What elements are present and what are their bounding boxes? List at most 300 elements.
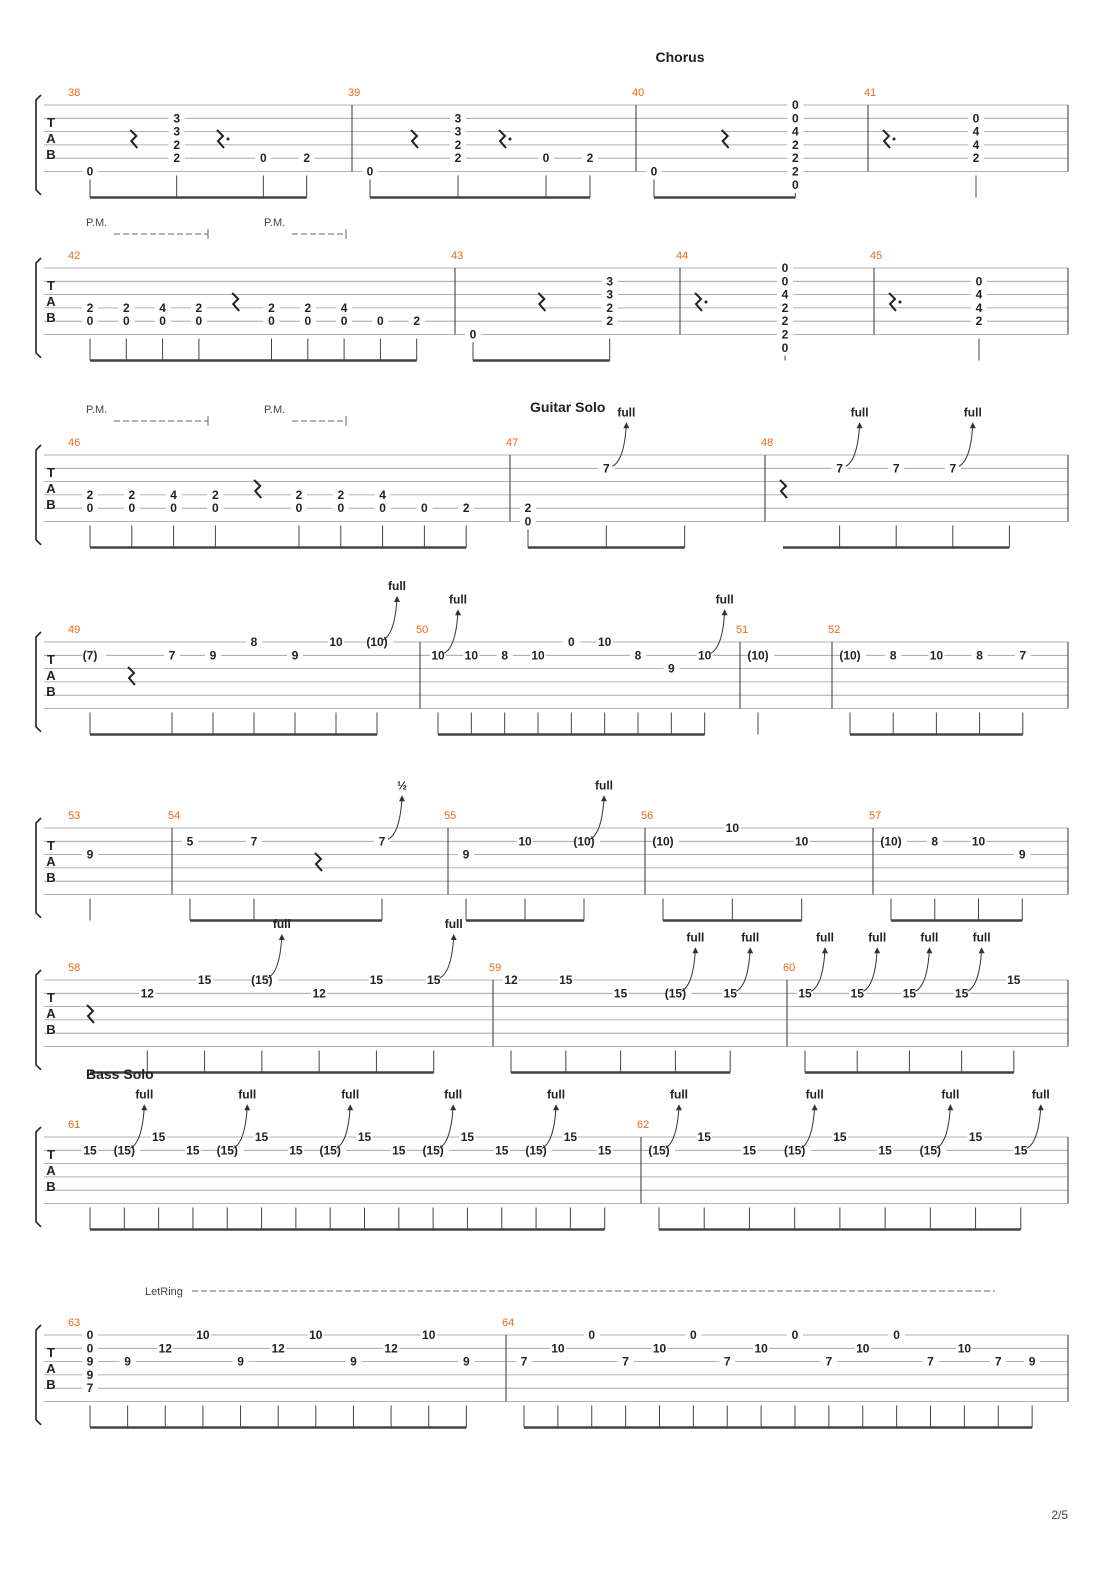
bend-amount: full xyxy=(850,405,869,420)
bar-number: 50 xyxy=(416,624,429,636)
fret-number: 10 xyxy=(754,1341,768,1356)
fret-number: 15 xyxy=(954,986,969,1001)
fret-number: 2 xyxy=(454,137,462,152)
fret-number: 15 xyxy=(697,1130,711,1144)
fret-number: 0 xyxy=(972,111,980,126)
fret-number: 7 xyxy=(520,1354,528,1369)
bar-number: 47 xyxy=(506,437,519,449)
fret-number: (15) xyxy=(216,1143,238,1158)
fret-number: 15 xyxy=(598,1143,612,1158)
fret-number: 0 xyxy=(86,501,94,516)
system-bracket xyxy=(36,1127,41,1227)
tab-clef-letter: T xyxy=(47,278,55,293)
fret-number: 0 xyxy=(781,274,789,289)
bend-curve xyxy=(863,949,877,991)
fret-number: 4 xyxy=(170,487,177,502)
fret-number: 2 xyxy=(606,314,614,329)
bend-amount: full xyxy=(272,917,291,931)
fret-number: 9 xyxy=(209,648,217,663)
fret-number: 0 xyxy=(86,1341,94,1356)
bend-curve xyxy=(665,1106,679,1148)
rest-dot xyxy=(893,138,896,141)
fret-number: 15 xyxy=(968,1130,983,1144)
fret-number: 0 xyxy=(366,164,374,179)
bar-number: 56 xyxy=(641,810,654,822)
bar-number: 55 xyxy=(444,810,457,822)
fret-number: 0 xyxy=(340,314,348,329)
fret-number: 0 xyxy=(524,514,532,529)
fret-number: 0 xyxy=(128,501,136,516)
fret-number: 9 xyxy=(291,648,299,663)
bend-curve xyxy=(444,611,458,653)
fret-number: 2 xyxy=(304,300,312,315)
fret-number: 2 xyxy=(128,487,136,502)
bend-amount: full xyxy=(741,930,760,945)
bend-amount: full xyxy=(595,778,613,793)
fret-number: 0 xyxy=(421,501,428,516)
fret-number: 0 xyxy=(791,177,799,192)
rest-symbol xyxy=(217,130,224,148)
fret-number: 15 xyxy=(723,986,737,1001)
fret-number: 15 xyxy=(559,973,573,987)
bend-arrow xyxy=(451,934,457,940)
fret-number: 0 xyxy=(791,1328,799,1342)
fret-number: (10) xyxy=(747,648,769,663)
fret-number: (10) xyxy=(880,834,902,849)
fret-number: 2 xyxy=(524,501,532,516)
fret-number: (15) xyxy=(783,1143,806,1158)
fret-number: 2 xyxy=(173,137,181,152)
tab-clef-letter: T xyxy=(47,1147,55,1162)
fret-number: 12 xyxy=(312,986,326,1001)
fret-number: 15 xyxy=(392,1143,406,1158)
fret-number: 0 xyxy=(195,314,203,329)
fret-number: 0 xyxy=(791,98,799,112)
palm-mute-label: P.M. xyxy=(86,404,108,416)
tab-clef-letter: T xyxy=(47,990,55,1005)
bend-arrow xyxy=(623,422,629,428)
fret-number: 12 xyxy=(384,1341,398,1356)
rest-symbol xyxy=(411,130,418,148)
palm-mute-label: P.M. xyxy=(86,217,108,229)
fret-number: 7 xyxy=(825,1354,833,1369)
system-bracket xyxy=(36,1325,41,1425)
system-bracket xyxy=(36,818,41,918)
fret-number: 10 xyxy=(329,635,343,649)
fret-number: 0 xyxy=(170,501,177,516)
fret-number: 10 xyxy=(431,648,445,663)
bend-arrow xyxy=(926,947,932,953)
fret-number: 15 xyxy=(427,973,441,987)
fret-number: 0 xyxy=(567,635,575,649)
fret-number: 2 xyxy=(975,314,983,329)
tab-clef-letter: B xyxy=(46,684,56,699)
fret-number: 15 xyxy=(289,1143,303,1158)
bar-number: 52 xyxy=(828,624,841,636)
fret-number: 2 xyxy=(781,314,789,329)
system-bracket xyxy=(36,970,41,1070)
fret-number: 10 xyxy=(652,1341,667,1356)
bend-curve xyxy=(439,1106,453,1148)
section-label: Bass Solo xyxy=(86,1066,154,1082)
fret-number: 8 xyxy=(501,648,509,663)
bend-arrow xyxy=(279,934,285,940)
bend-amount: full xyxy=(972,930,991,945)
fret-number: 15 xyxy=(186,1143,200,1158)
fret-number: 0 xyxy=(588,1328,596,1342)
bar-number: 46 xyxy=(68,437,81,449)
fret-number: (10) xyxy=(573,834,595,849)
bend-amount: full xyxy=(238,1087,257,1102)
bend-arrow xyxy=(874,947,880,953)
bend-arrow xyxy=(244,1104,250,1110)
bar-number: 48 xyxy=(761,437,774,449)
fret-number: 2 xyxy=(781,300,789,315)
bend-curve xyxy=(736,949,750,991)
bend-amount: full xyxy=(444,917,463,931)
fret-number: 5 xyxy=(186,834,194,849)
fret-number: 7 xyxy=(949,461,957,476)
bend-curve xyxy=(542,1106,556,1148)
bend-arrow xyxy=(601,795,607,801)
section-label: Chorus xyxy=(655,49,705,65)
fret-number: 0 xyxy=(86,1328,94,1342)
fret-number: 15 xyxy=(563,1130,578,1144)
bend-amount: full xyxy=(920,930,939,945)
tab-clef-letter: B xyxy=(46,310,56,325)
fret-number: 2 xyxy=(791,164,799,179)
fret-number: 15 xyxy=(83,1143,97,1158)
fret-number: 2 xyxy=(586,151,594,166)
bend-curve xyxy=(336,1106,350,1148)
fret-number: 15 xyxy=(197,973,212,987)
fret-number: 4 xyxy=(975,287,983,302)
bend-arrow xyxy=(747,947,753,953)
let-ring-label: LetRing xyxy=(145,1286,183,1298)
bend-arrow xyxy=(676,1104,682,1110)
fret-number: 2 xyxy=(791,151,799,166)
bend-arrow xyxy=(979,947,985,953)
fret-number: (15) xyxy=(664,986,687,1001)
bar-number: 41 xyxy=(864,87,877,99)
fret-number: 3 xyxy=(606,274,614,289)
bend-arrow xyxy=(970,422,976,428)
page-number: 2/5 xyxy=(1051,1508,1068,1522)
rest-dot xyxy=(227,138,230,141)
bend-amount: full xyxy=(963,405,982,420)
fret-number: 2 xyxy=(173,151,181,166)
fret-number: 7 xyxy=(892,461,900,476)
bar-number: 39 xyxy=(348,87,361,99)
fret-number: 10 xyxy=(794,834,809,849)
fret-number: 8 xyxy=(931,834,939,849)
bend-curve xyxy=(936,1106,950,1148)
fret-number: 15 xyxy=(254,1130,269,1144)
fret-number: 10 xyxy=(597,635,612,649)
bar-number: 58 xyxy=(68,962,81,974)
bend-curve xyxy=(681,949,695,991)
bar-number: 59 xyxy=(489,962,502,974)
fret-number: 4 xyxy=(340,300,348,315)
tab-clef-letter: A xyxy=(46,1163,56,1178)
fret-number: 0 xyxy=(781,340,789,355)
fret-number: 7 xyxy=(378,834,386,849)
fret-number: 10 xyxy=(856,1341,870,1356)
fret-number: 15 xyxy=(902,986,917,1001)
rest-symbol xyxy=(499,130,506,148)
fret-number: 3 xyxy=(454,124,462,139)
fret-number: 15 xyxy=(850,986,864,1001)
fret-number: 0 xyxy=(295,501,303,516)
bend-curve xyxy=(801,1106,815,1148)
tab-clef-letter: A xyxy=(46,668,56,683)
bar-number: 64 xyxy=(502,1317,515,1329)
rest-symbol xyxy=(883,130,890,148)
fret-number: (15) xyxy=(422,1143,444,1158)
fret-number: 15 xyxy=(357,1130,372,1144)
fret-number: 4 xyxy=(972,124,980,139)
fret-number: (15) xyxy=(113,1143,135,1158)
fret-number: 15 xyxy=(369,973,384,987)
bar-number: 43 xyxy=(451,250,464,262)
fret-number: 10 xyxy=(309,1328,323,1342)
bend-amount: full xyxy=(547,1087,566,1102)
fret-number: 0 xyxy=(542,151,550,166)
bend-curve xyxy=(959,424,973,466)
bar-number: 45 xyxy=(870,250,883,262)
fret-number: 3 xyxy=(173,124,181,139)
rest-dot xyxy=(899,301,902,304)
bend-arrow xyxy=(399,795,405,801)
fret-number: 2 xyxy=(781,327,789,342)
fret-number: 4 xyxy=(972,137,980,152)
fret-number: 15 xyxy=(1007,973,1021,987)
fret-number: 15 xyxy=(1014,1143,1028,1158)
rest-symbol xyxy=(130,130,137,148)
tab-clef-letter: A xyxy=(46,131,56,146)
fret-number: 10 xyxy=(518,834,532,849)
bend-arrow xyxy=(857,422,863,428)
fret-number: 7 xyxy=(927,1354,934,1369)
bar-number: 57 xyxy=(869,810,882,822)
tab-clef-letter: B xyxy=(46,1377,56,1392)
bar-number: 40 xyxy=(632,87,645,99)
bend-amount: full xyxy=(444,1087,463,1102)
fret-number: 10 xyxy=(422,1328,436,1342)
section-label: Guitar Solo xyxy=(530,399,606,415)
fret-number: 9 xyxy=(86,1367,94,1382)
fret-number: 12 xyxy=(504,973,518,987)
bar-number: 54 xyxy=(168,810,181,822)
fret-number: 4 xyxy=(975,300,983,315)
fret-number: 8 xyxy=(976,648,983,663)
fret-number: (7) xyxy=(82,648,98,663)
rest-dot xyxy=(705,301,708,304)
fret-number: 9 xyxy=(667,661,675,676)
fret-number: 2 xyxy=(454,151,462,166)
bend-curve xyxy=(268,936,282,978)
fret-number: 10 xyxy=(957,1341,972,1356)
fret-number: 7 xyxy=(168,648,176,663)
rest-symbol xyxy=(722,130,729,148)
fret-number: 7 xyxy=(622,1354,629,1369)
bend-curve xyxy=(440,936,454,978)
fret-number: 0 xyxy=(975,274,983,289)
fret-number: 0 xyxy=(379,501,386,516)
bar-number: 49 xyxy=(68,624,81,636)
fret-number: 0 xyxy=(86,314,94,329)
fret-number: 3 xyxy=(454,111,462,126)
bend-arrow xyxy=(553,1104,559,1110)
bend-arrow xyxy=(722,609,728,615)
fret-number: (15) xyxy=(251,973,273,987)
bend-amount: full xyxy=(449,592,467,607)
bar-number: 51 xyxy=(736,624,749,636)
bend-arrow xyxy=(141,1104,147,1110)
fret-number: 0 xyxy=(268,314,275,329)
fret-number: 7 xyxy=(836,461,843,476)
fret-number: 2 xyxy=(86,300,94,315)
fret-number: 15 xyxy=(833,1130,847,1144)
fret-number: (10) xyxy=(366,635,388,649)
bar-number: 63 xyxy=(68,1317,81,1329)
fret-number: 3 xyxy=(606,287,614,302)
bend-curve xyxy=(968,949,982,991)
bend-amount: full xyxy=(670,1087,688,1102)
bend-amount: full xyxy=(341,1087,360,1102)
fret-number: 12 xyxy=(140,986,154,1001)
fret-number: 7 xyxy=(86,1381,94,1396)
fret-number: 0 xyxy=(86,164,94,179)
palm-mute-label: P.M. xyxy=(264,217,286,229)
bend-curve xyxy=(388,797,402,839)
tab-clef-letter: A xyxy=(46,481,56,496)
fret-number: 2 xyxy=(413,314,421,329)
fret-number: 15 xyxy=(151,1130,166,1144)
bend-arrow xyxy=(822,947,828,953)
system-bracket xyxy=(36,95,41,195)
fret-number: 0 xyxy=(893,1328,900,1342)
fret-number: 0 xyxy=(122,314,130,329)
tab-clef-letter: B xyxy=(46,870,56,885)
bend-arrow xyxy=(455,609,461,615)
fret-number: 15 xyxy=(742,1143,757,1158)
fret-number: 2 xyxy=(195,300,203,315)
bend-curve xyxy=(590,797,604,839)
bar-number: 53 xyxy=(68,810,81,822)
palm-mute-label: P.M. xyxy=(264,404,286,416)
fret-number: 15 xyxy=(613,986,628,1001)
fret-number: 10 xyxy=(551,1341,565,1356)
bend-amount: full xyxy=(388,579,406,593)
bend-curve xyxy=(846,424,860,466)
fret-number: 15 xyxy=(798,986,812,1001)
fret-number: (10) xyxy=(652,834,674,849)
fret-number: 8 xyxy=(634,648,642,663)
fret-number: 2 xyxy=(212,487,219,502)
fret-number: 9 xyxy=(124,1354,131,1369)
bend-amount: full xyxy=(941,1087,960,1102)
fret-number: (10) xyxy=(839,648,861,663)
fret-number: 2 xyxy=(86,487,94,502)
fret-number: 0 xyxy=(650,164,658,179)
fret-number: 2 xyxy=(791,137,799,152)
fret-number: (15) xyxy=(319,1143,341,1158)
system-bracket xyxy=(36,258,41,358)
bend-amount: full xyxy=(1031,1087,1050,1102)
bend-curve xyxy=(383,598,397,640)
bend-arrow xyxy=(1038,1104,1044,1110)
bar-number: 38 xyxy=(68,87,81,99)
fret-number: 10 xyxy=(464,648,479,663)
bend-curve xyxy=(711,611,725,653)
fret-number: 4 xyxy=(791,124,799,139)
bend-amount: full xyxy=(868,930,887,945)
fret-number: 2 xyxy=(303,151,311,166)
bend-amount: full xyxy=(617,405,636,420)
fret-number: 0 xyxy=(212,501,219,516)
bend-curve xyxy=(130,1106,144,1148)
fret-number: 7 xyxy=(994,1354,1002,1369)
fret-number: 4 xyxy=(159,300,166,315)
tab-clef-letter: A xyxy=(46,1361,56,1376)
bar-number: 42 xyxy=(68,250,81,262)
fret-number: 9 xyxy=(1028,1354,1036,1369)
fret-number: 0 xyxy=(690,1328,697,1342)
fret-number: 2 xyxy=(268,300,275,315)
bend-arrow xyxy=(692,947,698,953)
fret-number: 7 xyxy=(602,461,610,476)
tab-clef-letter: T xyxy=(47,115,55,130)
fret-number: 0 xyxy=(781,261,789,275)
fret-number: 9 xyxy=(350,1354,357,1369)
rest-dot xyxy=(509,138,512,141)
fret-number: 9 xyxy=(86,1354,94,1369)
fret-number: 0 xyxy=(259,151,267,166)
tab-clef-letter: T xyxy=(47,652,55,667)
fret-number: 12 xyxy=(158,1341,172,1356)
fret-number: (15) xyxy=(919,1143,942,1158)
fret-number: 0 xyxy=(469,327,477,342)
bend-amount: full xyxy=(715,592,734,607)
fret-number: 9 xyxy=(1018,847,1026,862)
tab-clef-letter: B xyxy=(46,147,56,162)
bend-curve xyxy=(811,949,825,991)
bend-arrow xyxy=(450,1104,456,1110)
fret-number: 0 xyxy=(377,314,384,329)
fret-number: 2 xyxy=(972,151,980,166)
bar-number: 61 xyxy=(68,1119,81,1131)
bend-curve xyxy=(1027,1106,1041,1148)
fret-number: 10 xyxy=(697,648,712,663)
fret-number: 9 xyxy=(462,847,470,862)
bend-curve xyxy=(612,424,626,466)
fret-number: 10 xyxy=(531,648,545,663)
system-bracket xyxy=(36,632,41,732)
fret-number: 3 xyxy=(173,111,181,126)
tab-clef-letter: B xyxy=(46,497,56,512)
fret-number: 9 xyxy=(86,847,94,862)
fret-number: 4 xyxy=(781,287,789,302)
fret-number: 2 xyxy=(606,300,614,315)
fret-number: 0 xyxy=(304,314,312,329)
bend-curve xyxy=(233,1106,247,1148)
fret-number: 7 xyxy=(1019,648,1027,663)
fret-number: 0 xyxy=(159,314,166,329)
fret-number: 2 xyxy=(337,487,345,502)
bend-amount: full xyxy=(805,1087,824,1102)
tab-clef-letter: T xyxy=(47,465,55,480)
